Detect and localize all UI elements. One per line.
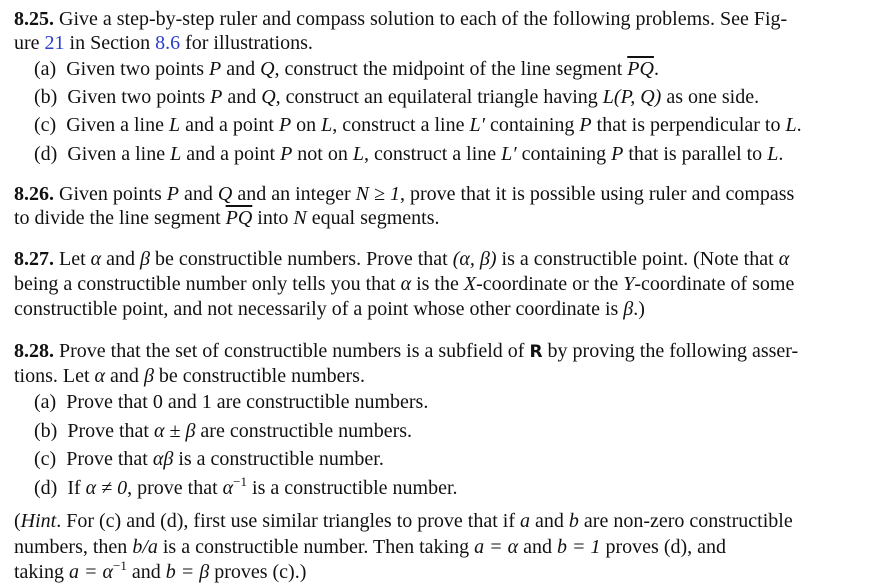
- exercise-8-27-line-3: constructible point, and not necessarily of a point whose other coordinate is β.): [14, 298, 645, 320]
- part-d: (d) If α ≠ 0, prove that $\alpha^{-1}$ is a constructible number.: [34, 474, 458, 499]
- part-b: (b) Prove that α ± β are constructible numbers.: [34, 420, 413, 442]
- exercise-8-27-line-1: 8.27. Let α and β be constructible numbers. Prove that (α, β) is a constructible point. (Note that α: [14, 248, 790, 270]
- exercise-8-25-line-1: 8.25. Give a step-by-step ruler and compass solution to each of the following problems. See Fig-: [14, 8, 788, 30]
- exercise-number: 8.26.: [14, 183, 54, 205]
- exercise-8-26-line-2: to divide the line segment $\overline{PQ}$ into N equal segments.: [14, 207, 440, 229]
- hint-line-1: (Hint. For (c) and (d), first use similar triangles to prove that if a and b are non-zero constructible: [14, 510, 793, 532]
- exercise-8-28-line-2: tions. Let α and β be constructible numbers.: [14, 365, 365, 387]
- figure-link[interactable]: 21: [44, 32, 65, 54]
- exercise-8-28-line-1: 8.28. Prove that the set of constructible numbers is a subfield of R by proving the following asser-: [14, 340, 799, 362]
- exercise-number: 8.27.: [14, 248, 54, 270]
- exercise-number: 8.25.: [14, 8, 54, 30]
- exercise-8-25-line-2: ure 21 in Section 8.6 for illustrations.: [14, 32, 313, 54]
- exercise-8-27-line-2: being a constructible number only tells you that α is the X-coordinate or the Y-coordinate of some: [14, 273, 795, 295]
- part-a: (a) Given two points P and Q, construct the midpoint of the line segment $\overline{PQ}$.: [34, 58, 659, 80]
- part-c: (c) Prove that αβ is a constructible number.: [34, 448, 384, 470]
- exercise-8-26-line-1: 8.26. Given points P and Q and an integer N ≥ 1, prove that it is possible using ruler and compass: [14, 183, 795, 205]
- exercise-number: 8.28.: [14, 340, 54, 362]
- segment-pq: $\overline{PQ}$: [627, 58, 654, 80]
- part-b: (b) Given two points P and Q, construct an equilateral triangle having L(P, Q) as one side.: [34, 86, 760, 108]
- hint-line-3: taking $a = \alpha^{-1}$ and b = β proves (c).): [14, 558, 307, 583]
- section-link[interactable]: 8.6: [155, 32, 181, 54]
- part-c: (c) Given a line L and a point P on L, construct a line L′ containing P that is perpendicular to L.: [34, 114, 802, 136]
- part-d: (d) Given a line L and a point P not on L, construct a line L′ containing P that is parallel to L.: [34, 143, 784, 165]
- hint-line-2: numbers, then b/a is a constructible number. Then taking a = α and b = 1 proves (d), and: [14, 536, 727, 558]
- part-a: (a) Prove that 0 and 1 are constructible numbers.: [34, 391, 429, 413]
- hint-label: Hint: [20, 510, 57, 532]
- segment-pq: $\overline{PQ}$: [225, 207, 253, 229]
- reals-symbol: R: [529, 342, 543, 362]
